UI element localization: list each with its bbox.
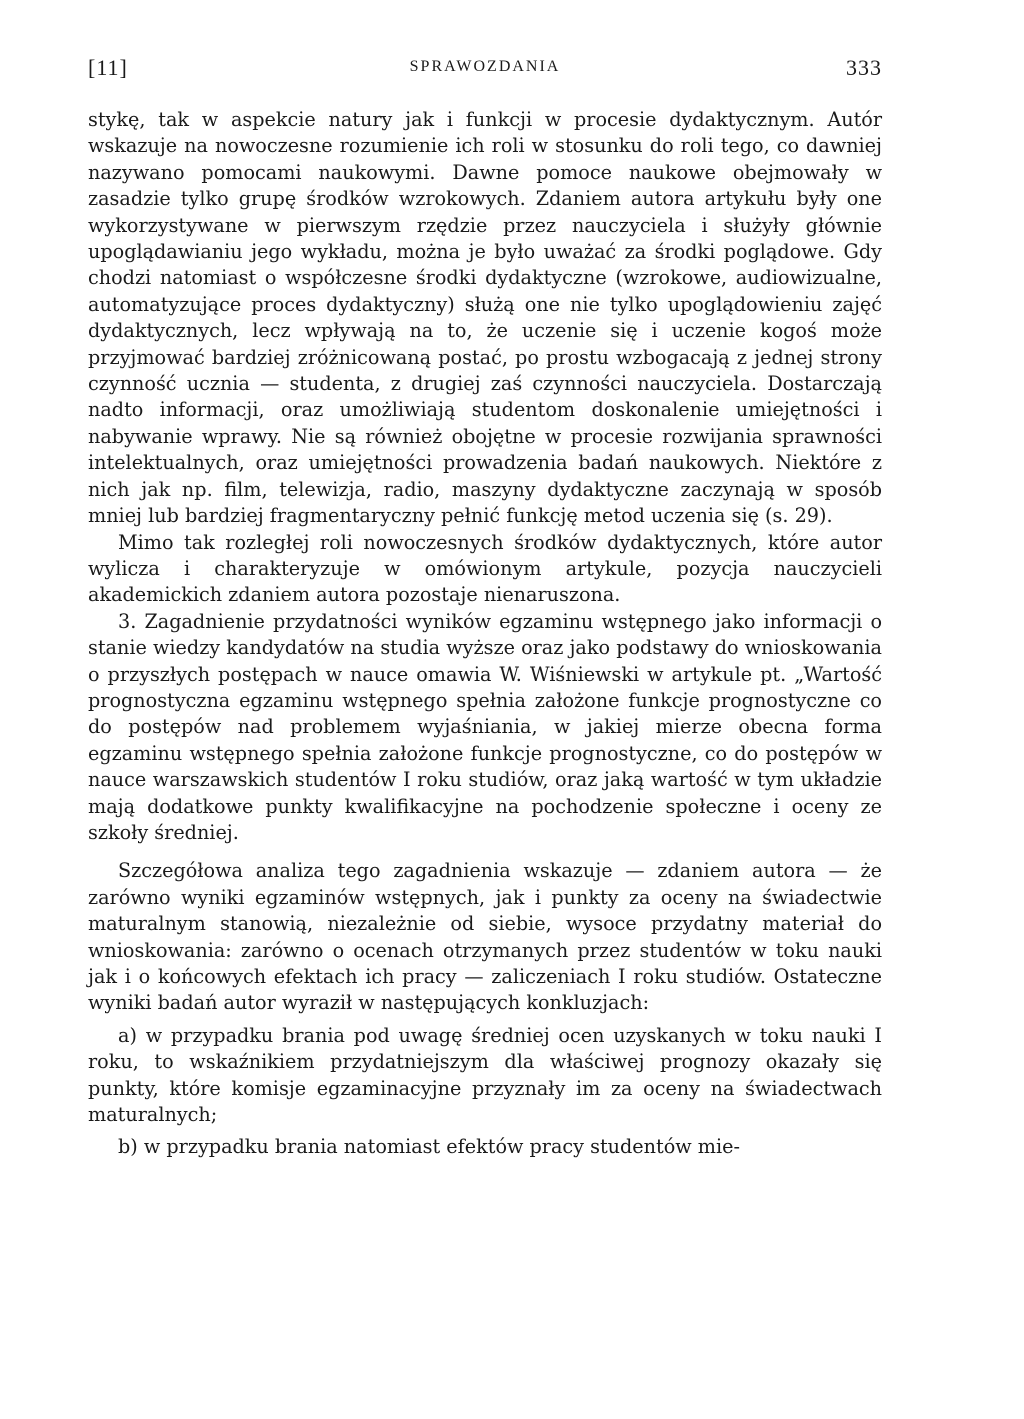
body-text (88, 107, 882, 1161)
page-number: 333 (846, 55, 882, 80)
running-header (88, 55, 882, 95)
section-number: [11] (88, 55, 128, 80)
paragraph-3: 3. Zagadnienie przydatności wyników egzaminu wstępnego jako informacji o stanie wiedzy kandydatów na studia wyższe oraz jako podstawy do wnioskowania o przyszłych postępach w nauce omawia W. Wiśniewski w artykule pt. „Wartość prognostyczna egzaminu wstępnego spełnia założone funkcje prognostyczne co do postępów nad problemem wyjaśniania, w jakiej mierze obecna forma egzaminu wstępnego spełnia założone funkcje prognostyczne, co do postępów w nauce warszawskich studentów I roku studiów, oraz jaką wartość w tym układzie mają dodatkowe punkty kwalifikacyjne na pochodzenie społeczne i oceny ze szkoły średniej. (88, 609, 882, 844)
page (88, 55, 882, 1161)
paragraph-4: Szczegółowa analiza tego zagadnienia wskazuje — zdaniem autora — że zarówno wyniki egzaminów wstępnych, jak i punkty za oceny na świadectwie maturalnym stanowią, niezależnie od siebie, wysoce przydatny materiał do wnioskowania: zarówno o ocenach otrzymanych przez studentów w toku nauki jak i o końcowych efektach ich pracy — zaliczeniach I roku studiów. Ostateczne wyniki badań autor wyraził w następujących konkluzjach: (88, 859, 882, 1015)
paragraph-1: stykę, tak w aspekcie natury jak i funkcji w procesie dydaktycznym. Autór wskazuje na nowoczesne rozumienie ich roli w stosunku do roli tego, co dawniej nazywano pomocami naukowymi. Dawne pomoce naukowe obejmowały w zasadzie tylko grupę środków wzrokowych. Zdaniem autora artykułu były one wykorzystywane w pierwszym rzędzie przez nauczyciela i służyły głównie upoglądawianiu jego wykładu, można je było uważać za środki poglądowe. Gdy chodzi natomiast o współczesne środki dydaktyczne (wzrokowe, audiowizualne, automatyzujące proces dydaktyczny) służą one nie tylko upoglądowieniu zajęć dydaktycznych, lecz wpływają na to, że uczenie się i uczenie kogoś może przyjmować bardziej zróżnicowaną postać, po prostu wzbogacają z jednej strony czynność ucznia — studenta, z drugiej zaś czynności nauczyciela. Dostarczają nadto informacji, oraz umożliwiają studentom doskonalenie umiejętności i nabywanie wprawy. Nie są również obojętne w procesie rozwijania sprawności intelektualnych, oraz umiejętności prowadzenia badań naukowych. Niektóre z nich jak np. film, telewizja, radio, maszyny dydaktyczne zaczynają w sposób mniej lub bardziej fragmentaryczny pełnić funkcję metod uczenia się (s. 29). (88, 108, 882, 528)
running-title: SPRAWOZDANIA (409, 58, 561, 75)
paragraph-2: Mimo tak rozległej roli nowoczesnych środków dydaktycznych, które autor wylicza i charakteryzuje w omówionym artykule, pozycja nauczycieli akademickich zdaniem autora pozostaje nienaruszona. (88, 530, 882, 607)
list-item-b: b) w przypadku brania natomiast efektów pracy studentów mie- (118, 1135, 740, 1159)
list-item-a: a) w przypadku brania pod uwagę średniej ocen uzyskanych w toku nauki I roku, to wskaźnikiem przydatniejszym dla właściwej prognozy okazały się punkty, które komisje egzaminacyjne przyznały im za oceny na świadectwach maturalnych; (88, 1023, 882, 1127)
